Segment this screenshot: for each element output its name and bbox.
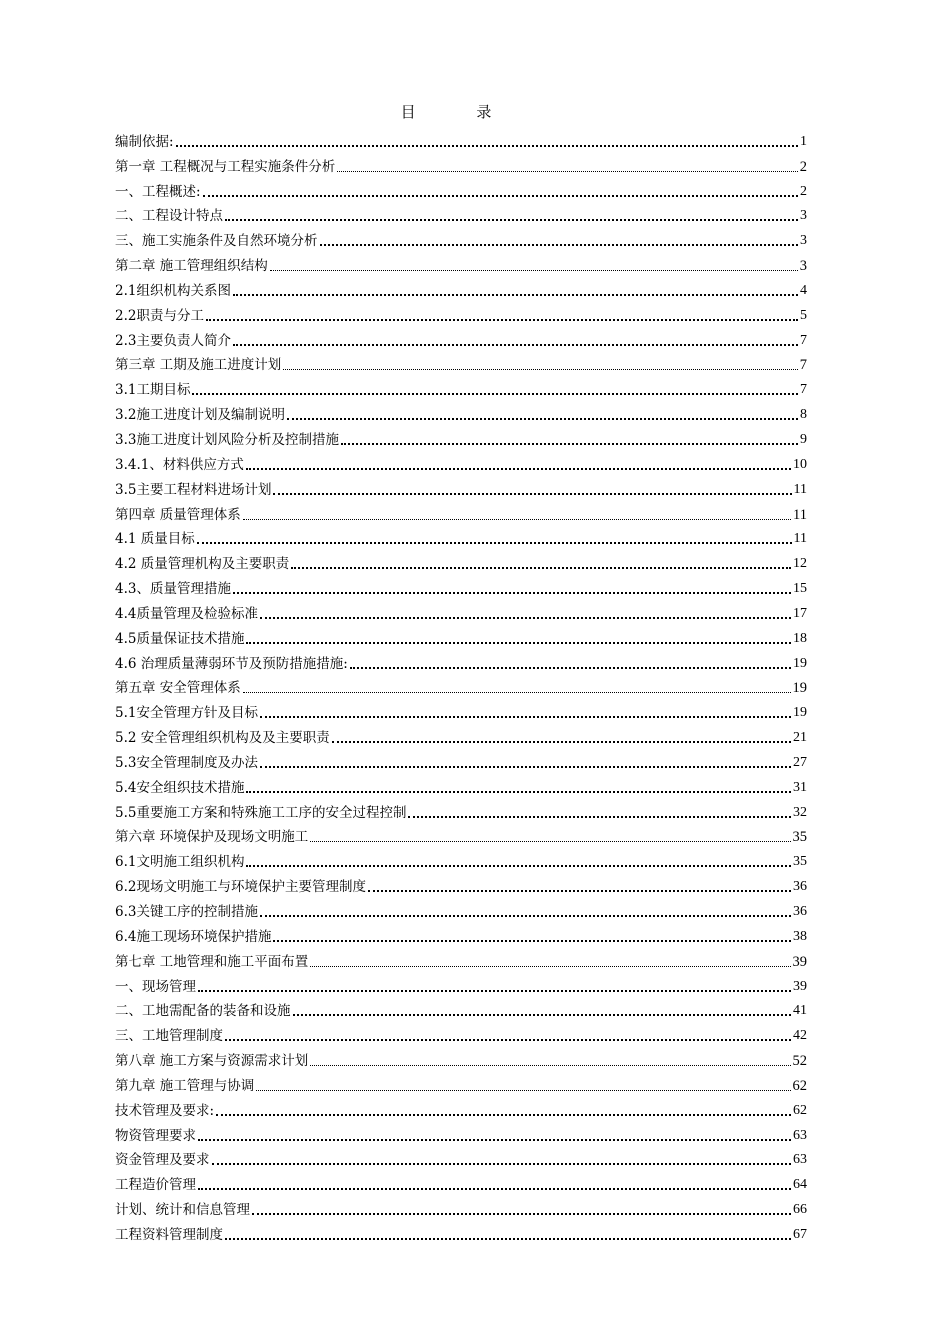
toc-page-number: 19 <box>793 705 807 721</box>
dot-leader <box>408 816 791 818</box>
toc-entry-label: 3.2施工进度计划及编制说明 <box>115 407 285 424</box>
toc-entry[interactable] <box>115 697 807 722</box>
toc-page-number: 39 <box>792 953 807 970</box>
dot-leader <box>337 171 797 172</box>
toc-page-number: 36 <box>793 879 807 895</box>
toc-page-number: 64 <box>793 1177 807 1193</box>
toc-entry[interactable] <box>115 374 807 399</box>
toc-entry-label: 3.1工期目标 <box>115 382 191 399</box>
dot-leader <box>233 294 798 296</box>
toc-entry-label: 工程造价管理 <box>115 1177 196 1194</box>
toc-entry[interactable] <box>115 598 807 623</box>
toc-entry[interactable] <box>115 399 807 424</box>
toc-entry[interactable] <box>115 201 807 226</box>
dot-leader <box>192 393 798 395</box>
toc-page-number: 3 <box>799 258 807 275</box>
toc-entry[interactable] <box>115 1020 807 1045</box>
toc-entry-label: 6.3关键工序的控制措施 <box>115 904 258 920</box>
toc-entry-label: 资金管理及要求 <box>115 1152 210 1169</box>
toc-entry[interactable] <box>115 1145 807 1170</box>
dot-leader <box>225 1238 791 1240</box>
toc-entry-label: 第九章 施工管理与协调 <box>115 1077 255 1094</box>
toc-entry-label: 4.5质量保证技术措施 <box>115 630 245 647</box>
toc-entry[interactable] <box>115 648 807 673</box>
toc-page-number: 5 <box>800 307 807 323</box>
toc-entry-label: 第一章 工程概况与工程实施条件分析 <box>115 158 336 175</box>
dot-leader <box>350 667 791 669</box>
toc-page-number: 31 <box>793 779 807 795</box>
toc-entry-label: 计划、统计和信息管理 <box>115 1202 250 1219</box>
dot-leader <box>260 617 791 619</box>
toc-entry[interactable] <box>115 300 807 325</box>
toc-entry-label: 技术管理及要求: <box>115 1102 215 1119</box>
toc-entry-label: 4.2 质量管理机构及主要职责 <box>115 556 290 573</box>
toc-entry-label: 三、施工实施条件及自然环境分析 <box>115 233 318 250</box>
toc-page-number: 63 <box>793 1152 807 1168</box>
toc-page-number: 66 <box>793 1202 807 1218</box>
toc-entry-label: 第八章 施工方案与资源需求计划 <box>115 1053 309 1070</box>
toc-chapter-entry[interactable] <box>115 946 807 971</box>
toc-entry-label: 4.3、质量管理措施 <box>115 581 231 598</box>
toc-chapter-entry[interactable] <box>115 499 807 524</box>
toc-page-number: 42 <box>793 1028 807 1044</box>
toc-entry-label: 6.2现场文明施工与环境保护主要管理制度 <box>115 879 366 896</box>
toc-entry[interactable] <box>115 474 807 499</box>
toc-entry[interactable] <box>115 1219 807 1244</box>
dot-leader <box>256 1090 790 1091</box>
dot-leader <box>273 493 791 495</box>
toc-entry-label: 5.4安全组织技术措施 <box>115 779 245 796</box>
toc-page-number: 19 <box>793 655 807 671</box>
toc-entry-label: 第五章 安全管理体系 <box>115 680 241 697</box>
toc-chapter-entry[interactable] <box>115 250 807 275</box>
dot-leader <box>246 865 791 867</box>
toc-entry-label: 工程资料管理制度 <box>115 1226 223 1243</box>
toc-entry[interactable] <box>115 921 807 946</box>
dot-leader <box>233 344 798 346</box>
toc-chapter-entry[interactable] <box>115 151 807 176</box>
toc-entry-label: 编制依据: <box>115 133 174 150</box>
toc-page-number: 36 <box>793 904 807 919</box>
dot-leader <box>233 592 791 594</box>
toc-page-number: 9 <box>800 431 807 447</box>
toc-page-number: 3 <box>800 208 807 224</box>
toc-entry-label: 4.6 治理质量薄弱环节及预防措施措施: <box>115 655 348 672</box>
toc-entry[interactable] <box>115 126 807 151</box>
toc-entry[interactable] <box>115 623 807 648</box>
toc-entry-label: 三、工地管理制度 <box>115 1028 223 1045</box>
toc-entry-label: 二、工程设计特点 <box>115 208 223 225</box>
toc-entry-label: 物资管理要求 <box>115 1127 196 1144</box>
dot-leader <box>243 692 791 693</box>
toc-entry-label: 5.5重要施工方案和特殊施工工序的安全过程控制 <box>115 804 407 821</box>
dot-leader <box>176 145 798 147</box>
toc-entry[interactable] <box>115 871 807 896</box>
dot-leader <box>310 966 790 967</box>
toc-entry-label: 第七章 工地管理和施工平面布置 <box>115 953 309 970</box>
toc-entry[interactable] <box>115 797 807 822</box>
dot-leader <box>206 319 798 321</box>
toc-entry[interactable] <box>115 846 807 871</box>
dot-leader <box>252 1213 791 1215</box>
toc-page-number: 7 <box>800 332 807 348</box>
dot-leader <box>310 841 790 842</box>
toc-chapter-entry[interactable] <box>115 822 807 847</box>
toc-page-number: 19 <box>792 680 807 697</box>
toc-page-number: 2 <box>800 183 807 199</box>
toc-page-number: 8 <box>800 407 807 423</box>
dot-leader <box>287 418 798 420</box>
toc-entry-label: 4.4质量管理及检验标准 <box>115 605 258 622</box>
toc-list <box>115 126 807 1244</box>
toc-entry[interactable] <box>115 176 807 201</box>
toc-page-number: 21 <box>793 730 807 746</box>
toc-entry-label: 一、工程概述: <box>115 183 201 200</box>
toc-entry[interactable] <box>115 722 807 747</box>
toc-page-number: 11 <box>793 506 807 523</box>
toc-entry[interactable] <box>115 1095 807 1120</box>
toc-page-number: 10 <box>793 456 807 472</box>
dot-leader <box>332 741 791 743</box>
toc-page-number: 18 <box>793 630 807 646</box>
toc-entry-label: 3.5主要工程材料进场计划 <box>115 481 272 498</box>
toc-entry-label: 第三章 工期及施工进度计划 <box>115 357 282 374</box>
toc-entry-label: 2.2职责与分工 <box>115 307 204 324</box>
toc-entry[interactable] <box>115 524 807 549</box>
toc-page-number: 62 <box>792 1077 807 1094</box>
toc-page-number: 62 <box>793 1102 807 1118</box>
toc-entry[interactable] <box>115 1194 807 1219</box>
dot-leader <box>273 940 791 942</box>
toc-page-number: 35 <box>793 854 807 870</box>
toc-page-number: 52 <box>792 1053 807 1070</box>
dot-leader <box>291 567 791 569</box>
dot-leader <box>198 1188 791 1190</box>
toc-page-number: 38 <box>793 928 807 944</box>
toc-page-number: 17 <box>793 605 807 621</box>
toc-entry[interactable] <box>115 747 807 772</box>
toc-entry-label: 3.4.1、材料供应方式 <box>115 456 244 473</box>
dot-leader <box>341 443 798 445</box>
toc-chapter-entry[interactable] <box>115 673 807 698</box>
toc-entry-label: 5.2 安全管理组织机构及及主要职责 <box>115 730 330 747</box>
toc-page-number: 15 <box>793 581 807 597</box>
toc-entry[interactable] <box>115 996 807 1021</box>
toc-title: 目 录 <box>400 103 520 121</box>
dot-leader <box>283 369 797 370</box>
toc-chapter-entry[interactable] <box>115 1070 807 1095</box>
dot-leader <box>225 219 798 221</box>
toc-page-number: 2 <box>799 158 807 175</box>
toc-entry[interactable] <box>115 1120 807 1145</box>
dot-leader <box>246 642 791 644</box>
toc-chapter-entry[interactable] <box>115 1045 807 1070</box>
toc-page-number: 63 <box>793 1127 807 1143</box>
toc-entry-label: 第六章 环境保护及现场文明施工 <box>115 829 309 846</box>
toc-chapter-entry[interactable] <box>115 350 807 375</box>
dot-leader <box>198 1139 791 1141</box>
dot-leader <box>260 716 791 718</box>
toc-entry-label: 5.3安全管理制度及办法 <box>115 754 258 771</box>
toc-entry[interactable] <box>115 449 807 474</box>
toc-entry[interactable] <box>115 772 807 797</box>
toc-entry-label: 3.3施工进度计划风险分析及控制措施 <box>115 431 339 448</box>
toc-page-number: 27 <box>793 754 807 770</box>
toc-entry-label: 2.1组织机构关系图 <box>115 282 231 299</box>
dot-leader <box>368 890 791 892</box>
toc-entry-label: 5.1安全管理方针及目标 <box>115 705 258 722</box>
dot-leader <box>260 766 791 768</box>
toc-page-number: 3 <box>800 233 807 249</box>
toc-entry-label: 6.1文明施工组织机构 <box>115 854 245 871</box>
toc-entry[interactable] <box>115 424 807 449</box>
toc-page-number: 32 <box>793 804 807 820</box>
dot-leader <box>225 1039 791 1041</box>
dot-leader <box>216 1114 791 1116</box>
toc-page-number: 11 <box>793 531 807 547</box>
toc-entry[interactable] <box>115 1169 807 1194</box>
dot-leader <box>310 1065 790 1066</box>
toc-entry-label: 一、现场管理 <box>115 978 196 995</box>
toc-entry[interactable] <box>115 573 807 598</box>
dot-leader <box>260 915 791 917</box>
toc-entry-label: 6.4施工现场环境保护措施 <box>115 928 272 945</box>
toc-page-number: 4 <box>800 282 807 298</box>
toc-page-number: 39 <box>793 978 807 994</box>
toc-page-number: 12 <box>793 556 807 572</box>
dot-leader <box>197 542 792 544</box>
toc-page-number: 41 <box>793 1003 807 1019</box>
dot-leader <box>246 791 791 793</box>
dot-leader <box>212 1163 792 1165</box>
toc-entry-label: 二、工地需配备的装备和设施 <box>115 1003 291 1020</box>
dot-leader <box>246 468 791 470</box>
toc-entry-label: 第二章 施工管理组织结构 <box>115 258 268 275</box>
toc-page-number: 67 <box>793 1226 807 1242</box>
toc-entry-label: 4.1 质量目标 <box>115 531 195 548</box>
toc-page-number: 7 <box>800 382 807 398</box>
dot-leader <box>243 519 791 520</box>
toc-page-number: 7 <box>799 357 807 374</box>
toc-entry[interactable] <box>115 896 807 921</box>
toc-page-number: 1 <box>800 133 807 149</box>
dot-leader <box>320 244 799 246</box>
dot-leader <box>270 270 798 271</box>
toc-page-number: 35 <box>792 829 807 846</box>
toc-entry[interactable] <box>115 548 807 573</box>
toc-page-number: 11 <box>793 481 807 497</box>
toc-entry[interactable] <box>115 971 807 996</box>
toc-entry[interactable] <box>115 275 807 300</box>
toc-entry-label: 第四章 质量管理体系 <box>115 506 241 523</box>
dot-leader <box>198 990 791 992</box>
toc-entry-label: 2.3主要负责人简介 <box>115 332 231 349</box>
dot-leader <box>293 1014 792 1016</box>
toc-entry[interactable] <box>115 325 807 350</box>
toc-entry[interactable] <box>115 225 807 250</box>
dot-leader <box>203 195 798 197</box>
